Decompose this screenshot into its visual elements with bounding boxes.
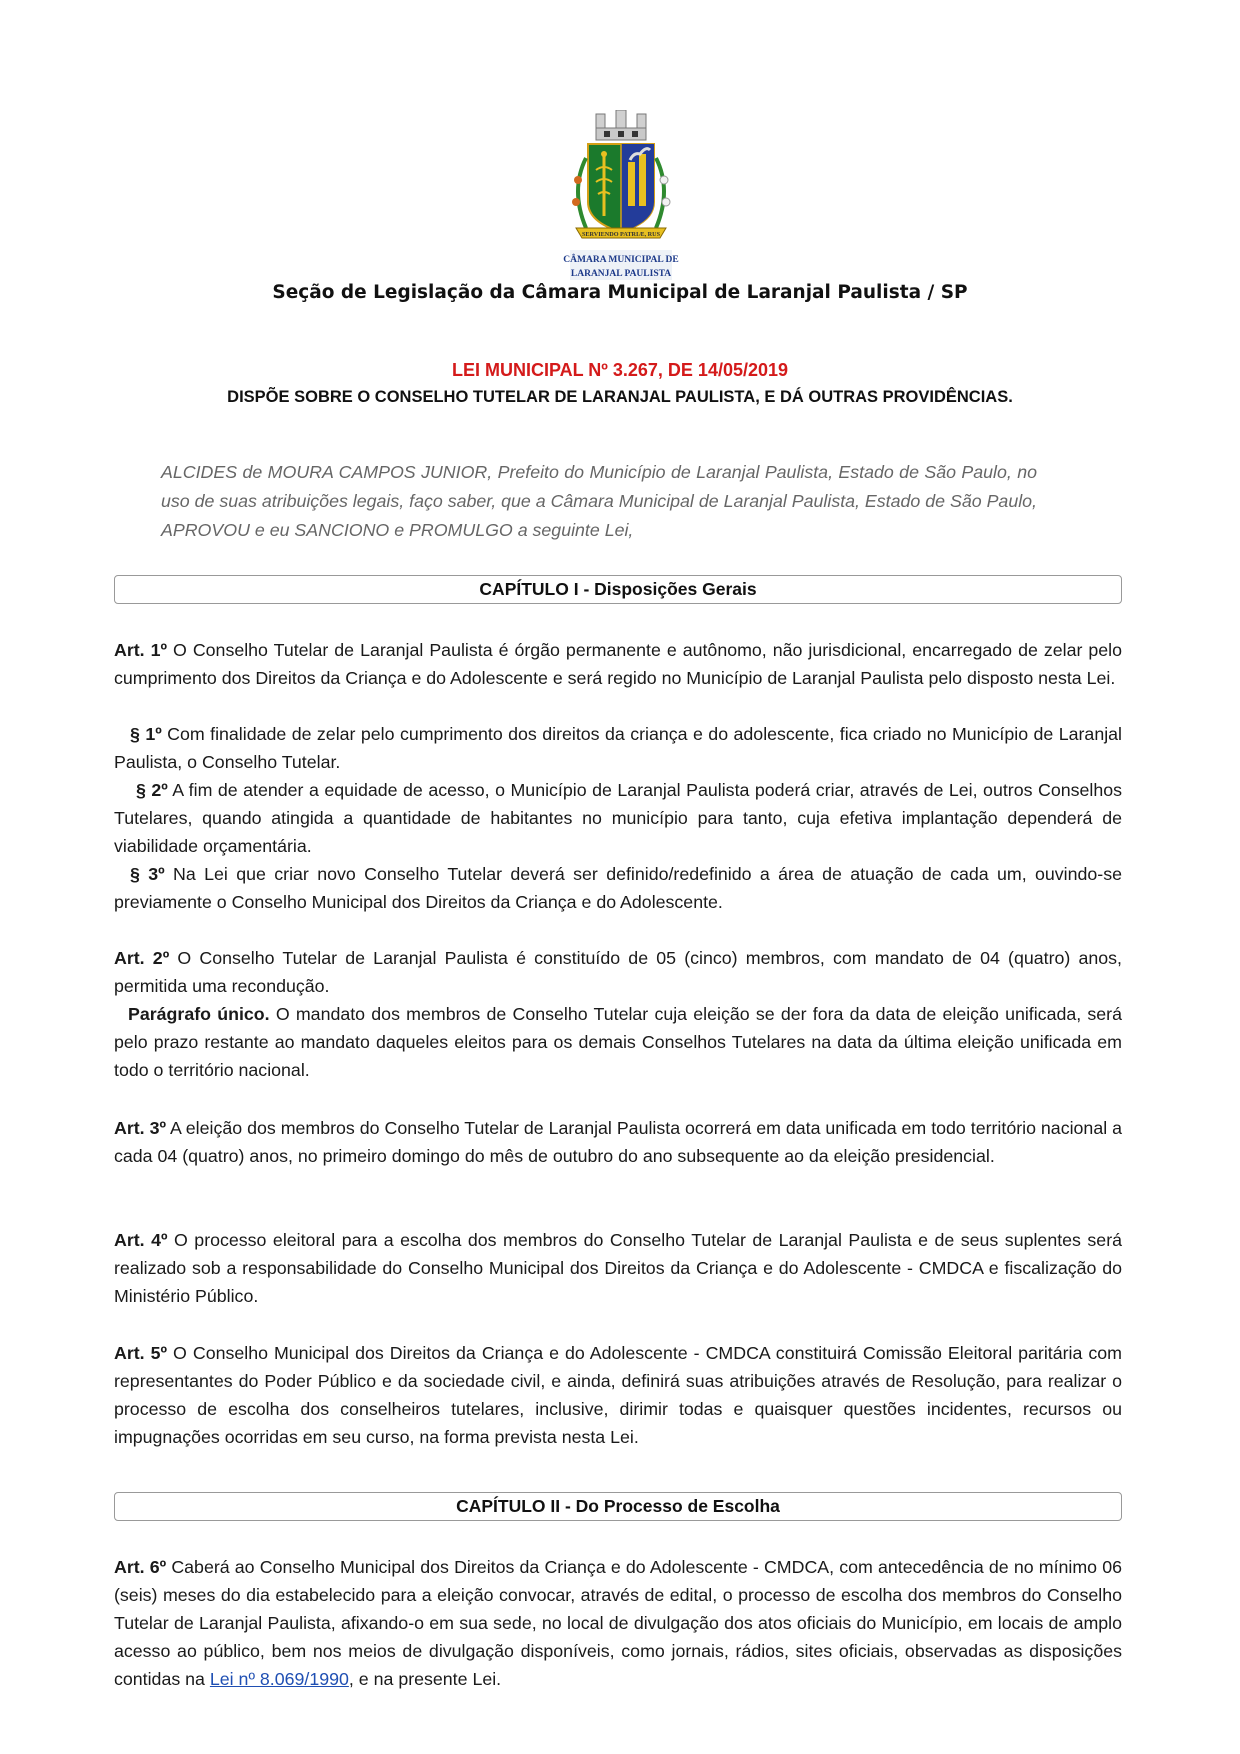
- article-6-label: Art. 6º: [114, 1557, 167, 1577]
- article-6-tail: , e na presente Lei.: [348, 1669, 502, 1689]
- logo-caption-line2: LARANJAL PAULISTA: [570, 269, 672, 279]
- article-5: [114, 1339, 1122, 1451]
- sole-paragraph-label: Parágrafo único.: [128, 1004, 270, 1024]
- article-1-paragraph-2: [114, 776, 1122, 860]
- article-6: [114, 1553, 1122, 1693]
- paragraph-3-text: Na Lei que criar novo Conselho Tutelar deverá ser definido/redefinido a área de atuação de cada um, ouvindo-se previamente o Conselho Municipal dos Direitos da Criança e do Adolescente.: [114, 864, 1122, 912]
- article-3-text: A eleição dos membros do Conselho Tutelar de Laranjal Paulista ocorrerá em data unificada em todo território nacional a cada 04 (quatro) anos, no primeiro domingo do mês de outubro do ano subsequente ao da eleição presidencial.: [114, 1118, 1122, 1166]
- coat-of-arms-icon: [560, 110, 682, 282]
- paragraph-2-text: A fim de atender a equidade de acesso, o Município de Laranjal Paulista poderá criar, através de Lei, outros Conselhos Tutelares, quando atingida a quantidade de habitantes no município para tanto, cuja efetiva implantação dependerá de viabilidade orçamentária.: [114, 780, 1122, 856]
- section-title: Seção de Legislação da Câmara Municipal de Laranjal Paulista / SP: [272, 282, 968, 303]
- law-title: LEI MUNICIPAL Nº 3.267, DE 14/05/2019: [451, 360, 789, 380]
- paragraph-1-text: Com finalidade de zelar pelo cumprimento dos direitos da criança e do adolescente, fica criado no Município de Laranjal Paulista, o Conselho Tutelar.: [114, 724, 1122, 772]
- logo-motto: SERVIENDO PATRIÆ, RUS: [581, 231, 661, 238]
- coat-of-arms-logo: [560, 110, 682, 282]
- preamble: ALCIDES de MOURA CAMPOS JUNIOR, Prefeito do Município de Laranjal Paulista, Estado de São Paulo, no uso de suas atribuições legais, faço saber, que a Câmara Municipal de Laranjal Paulista, Estado de São Paulo, APROVOU e eu SANCIONO e PROMULGO a seguinte Lei,: [161, 462, 1037, 540]
- article-4-text: O processo eleitoral para a escolha dos membros do Conselho Tutelar de Laranjal Paulista e de seus suplentes será realizado sob a responsabilidade do Conselho Municipal dos Direitos da Criança e do Adolescente - CMDCA e fiscalização do Ministério Público.: [114, 1230, 1123, 1306]
- article-5-label: Art. 5º: [114, 1343, 168, 1363]
- sole-paragraph-text: O mandato dos membros de Conselho Tutelar cuja eleição se der fora da data de eleição unificada, será pelo prazo restante ao mandato daqueles eleitos para os demais Conselhos Tutelares na data da última eleição unificada em todo o território nacional.: [114, 1004, 1122, 1080]
- logo-caption-line1: CÂMARA MUNICIPAL DE: [563, 255, 679, 265]
- article-6-text: Caberá ao Conselho Municipal dos Direitos da Criança e do Adolescente - CMDCA, com antecedência de no mínimo 06 (seis) meses do dia estabelecido para a eleição convocar, através de edital, o processo de escolha dos membros do Conselho Tutelar de Laranjal Paulista, afixando-o em sua sede, no local de divulgação dos atos oficiais do Município, em locais de amplo acesso ao público, bem nos meios de divulgação disponíveis, como jornais, rádios, sites oficiais, observadas as disposições contidas na: [114, 1557, 1122, 1689]
- article-3-label: Art. 3º: [114, 1118, 166, 1138]
- article-2-text: O Conselho Tutelar de Laranjal Paulista é constituído de 05 (cinco) membros, com mandato de 04 (quatro) anos, permitida uma recondução.: [114, 948, 1122, 996]
- article-1-label: Art. 1º: [114, 640, 167, 660]
- article-2: [114, 944, 1122, 1000]
- article-4: [114, 1226, 1122, 1310]
- article-1-paragraph-3: [114, 860, 1122, 916]
- article-1-text: O Conselho Tutelar de Laranjal Paulista é órgão permanente e autônomo, não jurisdicional, encarregado de zelar pelo cumprimento dos Direitos da Criança e do Adolescente e será regido no Município de Laranjal Paulista pelo disposto nesta Lei.: [114, 640, 1122, 688]
- article-2-label: Art. 2º: [114, 948, 170, 968]
- article-3: [114, 1114, 1122, 1170]
- paragraph-3-label: § 3º: [130, 864, 165, 884]
- paragraph-1-label: § 1º: [130, 724, 162, 744]
- chapter-2-heading: CAPÍTULO II - Do Processo de Escolha: [114, 1492, 1122, 1521]
- article-4-label: Art. 4º: [114, 1230, 168, 1250]
- paragraph-2-label: § 2º: [136, 780, 168, 800]
- law-8069-link[interactable]: Lei nº 8.069/1990: [209, 1669, 349, 1689]
- chapter-1-heading: CAPÍTULO I - Disposições Gerais: [114, 575, 1122, 604]
- law-subject: DISPÕE SOBRE O CONSELHO TUTELAR DE LARANJAL PAULISTA, E DÁ OUTRAS PROVIDÊNCIAS.: [227, 388, 1013, 406]
- article-2-sole-paragraph: [114, 1000, 1122, 1084]
- article-1: [114, 636, 1122, 692]
- article-1-paragraph-1: [114, 720, 1122, 776]
- article-5-text: O Conselho Municipal dos Direitos da Criança e do Adolescente - CMDCA constituirá Comissão Eleitoral paritária com representantes do Poder Público e da sociedade civil, e ainda, definirá suas atribuições através de Resolução, para realizar o processo de escolha dos conselheiros tutelares, inclusive, dirimir todas e quaisquer questões incidentes, recursos ou impugnações ocorridas em seu curso, na forma prevista nesta Lei.: [114, 1343, 1122, 1447]
